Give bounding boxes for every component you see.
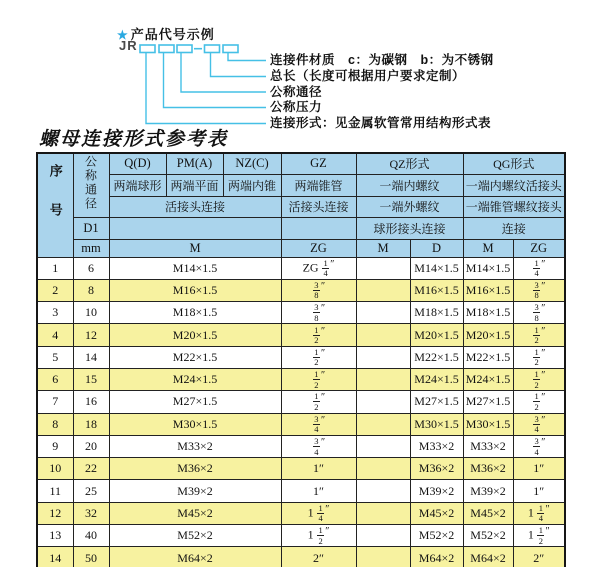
header-row-1 [37,153,565,174]
seq-cell: 13 [37,525,73,547]
inch-mark: ″ [541,437,546,449]
header-qg-sub2: 一端锥管螺纹接头 [463,196,565,217]
qg-zg-cell: 1 $\frac{1}{4}$ ″ [513,502,565,524]
inch-mark: ″ [541,258,546,270]
header-blank-gz [281,217,356,239]
header-qz-d: D [410,239,463,257]
seq-cell: 7 [37,391,73,413]
header-zg: ZG [281,239,356,257]
table-row [37,302,565,324]
qz-d-cell: M24×1.5 [410,368,463,390]
seq-cell: 12 [37,502,73,524]
header-q-sub: 两端球形 [109,174,166,196]
fraction-value: $\frac{3}{8}$ [314,302,319,323]
header-gz-code: GZ [281,153,356,174]
seq-cell: 2 [37,279,73,301]
table-row [37,502,565,524]
seq-cell: 8 [37,413,73,435]
fraction-value: $\frac{3}{8}$ [534,279,539,301]
header-qg-sub3: 连接 [463,217,565,239]
header-d1: D1 [73,217,109,239]
m-cell: M64×2 [109,547,281,567]
fraction-value: $\frac{1}{4}$ [323,257,328,279]
qg-m-cell: M45×2 [463,502,513,524]
gz-cell: ZG $\frac{1}{4}$ ″ [281,257,356,279]
gz-cell [281,368,356,390]
qz-m-cell [356,413,410,435]
qz-m-cell [356,547,410,567]
mm-cell: 14 [73,346,109,368]
header-q-code: Q(D) [109,153,166,174]
table-row [37,257,565,279]
header-live-join: 活接头连接 [109,196,281,217]
gz-cell: 2″ [281,547,356,567]
mm-cell: 40 [73,525,109,547]
fraction-value: $\frac{3}{4}$ [314,413,319,435]
qz-d-cell: M52×2 [410,525,463,547]
qg-m-cell: M27×1.5 [463,391,513,413]
seq-cell: 9 [37,435,73,457]
gz-cell [281,346,356,368]
table-row [37,391,565,413]
qg-zg-cell: 2″ [513,547,565,567]
label-connection-form: 连接形式：见金属软管常用结构形式表 [270,116,492,130]
code-box [159,45,174,53]
qg-m-cell: M39×2 [463,480,513,502]
qg-zg-cell [513,435,565,457]
table-row [37,525,565,547]
product-code-example-label: 产品代号示例 [130,27,215,42]
fraction-value: $\frac{1}{2}$ [314,324,319,346]
gz-cell [281,413,356,435]
mm-cell: 50 [73,547,109,567]
mm-cell: 18 [73,413,109,435]
mm-cell: 22 [73,458,109,480]
qz-d-cell: M20×1.5 [410,324,463,346]
inch-mark: ″ [330,258,335,270]
seq-cell: 14 [37,547,73,567]
m-cell: M30×1.5 [109,413,281,435]
mm-cell: 12 [73,324,109,346]
qg-m-cell: M14×1.5 [463,257,513,279]
header-row-5 [37,239,565,257]
table-row [37,324,565,346]
header-qz-code: QZ形式 [356,153,463,174]
header-live-join-gz: 活接头连接 [281,196,356,217]
connector-line [228,53,266,61]
m-cell: M24×1.5 [109,368,281,390]
inch-mark: ″ [541,280,546,292]
fraction-value: $\frac{3}{8}$ [534,302,539,323]
qz-m-cell [356,391,410,413]
mm-cell: 32 [73,502,109,524]
header-nz-sub: 两端内锥 [223,174,281,196]
inch-mark: ″ [541,303,546,315]
fraction-value: $\frac{3}{4}$ [534,413,539,435]
qz-d-cell: M27×1.5 [410,391,463,413]
inch-mark: ″ [541,370,546,382]
header-row-2 [37,174,565,196]
qg-zg-cell [513,346,565,368]
mm-cell: 8 [73,279,109,301]
qz-d-cell: M30×1.5 [410,413,463,435]
table-row [37,435,565,457]
header-blank-m [109,217,281,239]
seq-cell: 1 [37,257,73,279]
fraction-value: $\frac{1}{4}$ [318,502,323,524]
table-row [37,368,565,390]
qz-d-cell: M18×1.5 [410,302,463,324]
qz-m-cell [356,458,410,480]
qg-zg-cell [513,257,565,279]
qz-d-cell: M33×2 [410,435,463,457]
qg-zg-cell [513,391,565,413]
gz-cell: 1″ [281,480,356,502]
gz-cell: 1 $\frac{1}{4}$ ″ [281,502,356,524]
fraction-value: $\frac{1}{2}$ [534,324,539,346]
seq-cell: 5 [37,346,73,368]
header-qg-m: M [463,239,513,257]
qg-m-cell: M16×1.5 [463,279,513,301]
qg-zg-cell [513,279,565,301]
inch-mark: ″ [541,347,546,359]
qz-m-cell [356,368,410,390]
header-m: M [109,239,281,257]
code-prefix: JR [119,38,138,53]
qg-m-cell: M18×1.5 [463,302,513,324]
qg-zg-cell [513,324,565,346]
qz-m-cell [356,279,410,301]
code-box [177,45,192,53]
inch-mark: ″ [545,503,550,515]
inch-mark: ″ [321,437,326,449]
header-seq: 序号 [37,153,73,257]
qz-d-cell: M45×2 [410,502,463,524]
star-icon: ★ [117,28,129,42]
qz-d-cell: M22×1.5 [410,346,463,368]
seq-cell: 6 [37,368,73,390]
seq-cell: 4 [37,324,73,346]
fraction-value: $\frac{1}{2}$ [534,346,539,368]
mm-cell: 25 [73,480,109,502]
table-body [37,257,565,567]
table-row [37,480,565,502]
m-cell: M39×2 [109,480,281,502]
header-qz-sub: 一端内螺纹 [356,174,463,196]
qg-zg-cell: 1″ [513,480,565,502]
qg-m-cell: M33×2 [463,435,513,457]
header-row-4 [37,217,565,239]
table-row [37,547,565,567]
fraction-value: $\frac{1}{2}$ [314,346,319,368]
gz-cell [281,435,356,457]
fraction-value: $\frac{1}{2}$ [534,391,539,412]
qz-d-cell: M39×2 [410,480,463,502]
gz-cell: 1 $\frac{1}{2}$ ″ [281,525,356,547]
mm-cell: 15 [73,368,109,390]
inch-mark: ″ [541,325,546,337]
fraction-value: $\frac{1}{4}$ [538,502,543,524]
nut-connection-reference-table [36,152,566,567]
inch-mark: ″ [321,392,326,404]
qz-m-cell [356,435,410,457]
inch-mark: ″ [541,392,546,404]
qz-m-cell [356,302,410,324]
qz-m-cell [356,257,410,279]
table-title: 螺母连接形式参考表 [39,129,229,150]
qg-m-cell: M36×2 [463,458,513,480]
label-total-length: 总长（长度可根据用户要求定制） [270,69,466,83]
qz-m-cell [356,480,410,502]
m-cell: M33×2 [109,435,281,457]
fraction-value: $\frac{3}{4}$ [314,436,319,457]
qg-zg-cell [513,302,565,324]
header-mm: mm [73,239,109,257]
header-qg-sub: 一端内螺纹活接头 [463,174,565,196]
gz-cell [281,302,356,324]
fraction-value: $\frac{1}{2}$ [534,369,539,390]
qg-zg-cell [513,368,565,390]
header-qz-m: M [356,239,410,257]
inch-mark: ″ [541,414,546,426]
qg-zg-cell: 1 $\frac{1}{2}$ ″ [513,525,565,547]
fraction-value: $\frac{1}{2}$ [538,525,543,546]
code-box [205,45,220,53]
inch-mark: ″ [545,526,550,538]
header-qg-zg: ZG [513,239,565,257]
qg-m-cell: M20×1.5 [463,324,513,346]
fraction-value: $\frac{3}{8}$ [314,279,319,301]
mm-cell: 10 [73,302,109,324]
table-header [37,153,565,257]
table-row [37,279,565,301]
seq-cell: 10 [37,458,73,480]
table-row [37,413,565,435]
qg-m-cell: M30×1.5 [463,413,513,435]
inch-mark: ″ [325,526,330,538]
qg-m-cell: M24×1.5 [463,368,513,390]
qg-m-cell: M22×1.5 [463,346,513,368]
seq-cell: 3 [37,302,73,324]
inch-mark: ″ [321,414,326,426]
header-pm-code: PM(A) [166,153,223,174]
header-gz-sub: 两端锥管 [281,174,356,196]
gz-cell: 1″ [281,458,356,480]
inch-mark: ″ [321,347,326,359]
m-cell: M52×2 [109,525,281,547]
qg-m-cell: M52×2 [463,525,513,547]
inch-mark: ″ [321,370,326,382]
table-row [37,458,565,480]
connector-line [211,53,267,77]
inch-mark: ″ [321,325,326,337]
qz-d-cell: M14×1.5 [410,257,463,279]
code-box [223,45,238,53]
inch-mark: ″ [321,280,326,292]
m-cell: M22×1.5 [109,346,281,368]
label-nominal-diameter: 公称通径 [270,85,323,99]
gz-cell [281,391,356,413]
inch-mark: ″ [321,303,326,315]
qz-d-cell: M36×2 [410,458,463,480]
header-pm-sub: 两端平面 [166,174,223,196]
mm-cell: 6 [73,257,109,279]
table-row [37,346,565,368]
mm-cell: 20 [73,435,109,457]
fraction-value: $\frac{1}{4}$ [534,257,539,279]
header-nz-code: NZ(C) [223,153,281,174]
m-cell: M36×2 [109,458,281,480]
code-box [140,45,155,53]
m-cell: M14×1.5 [109,257,281,279]
inch-mark: ″ [325,503,330,515]
mm-cell: 16 [73,391,109,413]
qg-zg-cell [513,413,565,435]
qz-d-cell: M16×1.5 [410,279,463,301]
fraction-value: $\frac{1}{2}$ [318,525,323,546]
label-material: 连接件材质 c：为碳钢 b：为不锈钢 [270,53,494,67]
qz-d-cell: M64×2 [410,547,463,567]
header-dn: 公称通径 [73,153,109,217]
header-qz-sub3: 球形接头连接 [356,217,463,239]
label-nominal-pressure: 公称压力 [270,100,323,114]
seq-cell: 11 [37,480,73,502]
m-cell: M18×1.5 [109,302,281,324]
m-cell: M27×1.5 [109,391,281,413]
gz-cell [281,324,356,346]
header-row-3 [37,196,565,217]
qg-zg-cell: 1″ [513,458,565,480]
qz-m-cell [356,324,410,346]
fraction-value: $\frac{3}{4}$ [534,436,539,457]
m-cell: M20×1.5 [109,324,281,346]
fraction-value: $\frac{1}{2}$ [314,391,319,412]
gz-cell [281,279,356,301]
qz-m-cell [356,525,410,547]
qg-m-cell: M64×2 [463,547,513,567]
qz-m-cell [356,502,410,524]
qz-m-cell [356,346,410,368]
m-cell: M16×1.5 [109,279,281,301]
fraction-value: $\frac{1}{2}$ [314,369,319,390]
header-qz-sub2: 一端外螺纹 [356,196,463,217]
header-qg-code: QG形式 [463,153,565,174]
m-cell: M45×2 [109,502,281,524]
connector-line [181,53,266,93]
